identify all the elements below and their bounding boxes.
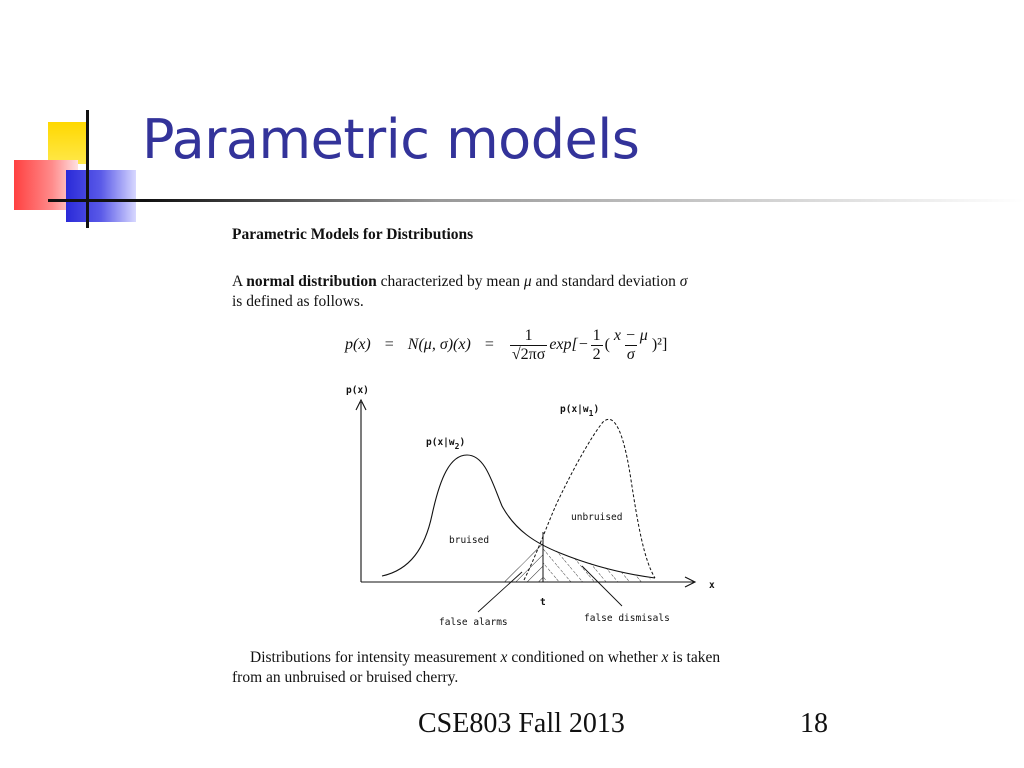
y-axis-label: p(x) (346, 385, 369, 396)
frac-z-denominator: σ (626, 345, 635, 363)
curve-w1-subscript: 1 (588, 409, 594, 418)
false-dismissal-region (543, 545, 652, 582)
intro-mid: characterized by mean (376, 273, 524, 290)
caption-x-1: x (500, 649, 508, 666)
frac-norm-denominator: √2πσ (511, 345, 546, 363)
formula-exp: exp[− (549, 336, 589, 353)
caption-x-2: x (661, 649, 669, 666)
footer-page-number: 18 (800, 708, 828, 739)
intro-and: and standard deviation (531, 273, 680, 290)
false-alarms-label: false alarms (439, 617, 508, 628)
formula-open-paren: ( (604, 336, 610, 353)
slide-title: Parametric models (142, 108, 640, 171)
caption-part-a: Distributions for intensity measurement (250, 649, 501, 666)
formula-equals-1: = (384, 336, 394, 353)
formula-lhs: p(x) (345, 336, 371, 353)
curve-w2-label-text: p(x|w (426, 437, 455, 448)
frac-z-numerator: x − μ (613, 326, 648, 344)
caption-part-c: is taken from an unbruised or bruised cherry. (232, 649, 721, 686)
mu-symbol: μ (523, 273, 532, 290)
false-alarm-region (500, 540, 543, 582)
curve-w1-label: $p(x|w_1)$ (560, 404, 600, 418)
sigma-symbol: σ (679, 273, 688, 290)
formula-equals-2: = (484, 336, 494, 353)
curve-w2-subscript: 2 (454, 442, 460, 451)
threshold-label: t (540, 597, 546, 608)
frac-norm-numerator: 1 (524, 326, 533, 344)
formula-tail: )²] (651, 336, 668, 353)
intro-suffix: is defined as follows. (232, 293, 364, 310)
figure-caption (232, 648, 732, 688)
formula-mid: N(μ, σ)(x) (407, 336, 471, 353)
footer-course: CSE803 Fall 2013 (418, 708, 625, 739)
caption-part-b: conditioned on whether (507, 649, 662, 666)
intro-prefix: A (232, 273, 247, 290)
curve-w1-label-text: p(x|w (560, 404, 589, 415)
curve-w2-label: $p(x|w_2)$ (426, 437, 466, 451)
section-heading: Parametric Models for Distributions (232, 226, 474, 243)
frac-half-numerator: 1 (592, 326, 601, 344)
x-axis-label: x (709, 580, 715, 591)
false-dismissals-label: false dismisals (584, 613, 670, 624)
intro-bold-term: normal distribution (246, 273, 377, 290)
bruised-label: bruised (449, 535, 490, 546)
frac-half-denominator: 2 (592, 345, 601, 363)
false-alarms-leader (478, 572, 522, 612)
unbruised-label: unbruised (571, 512, 623, 523)
